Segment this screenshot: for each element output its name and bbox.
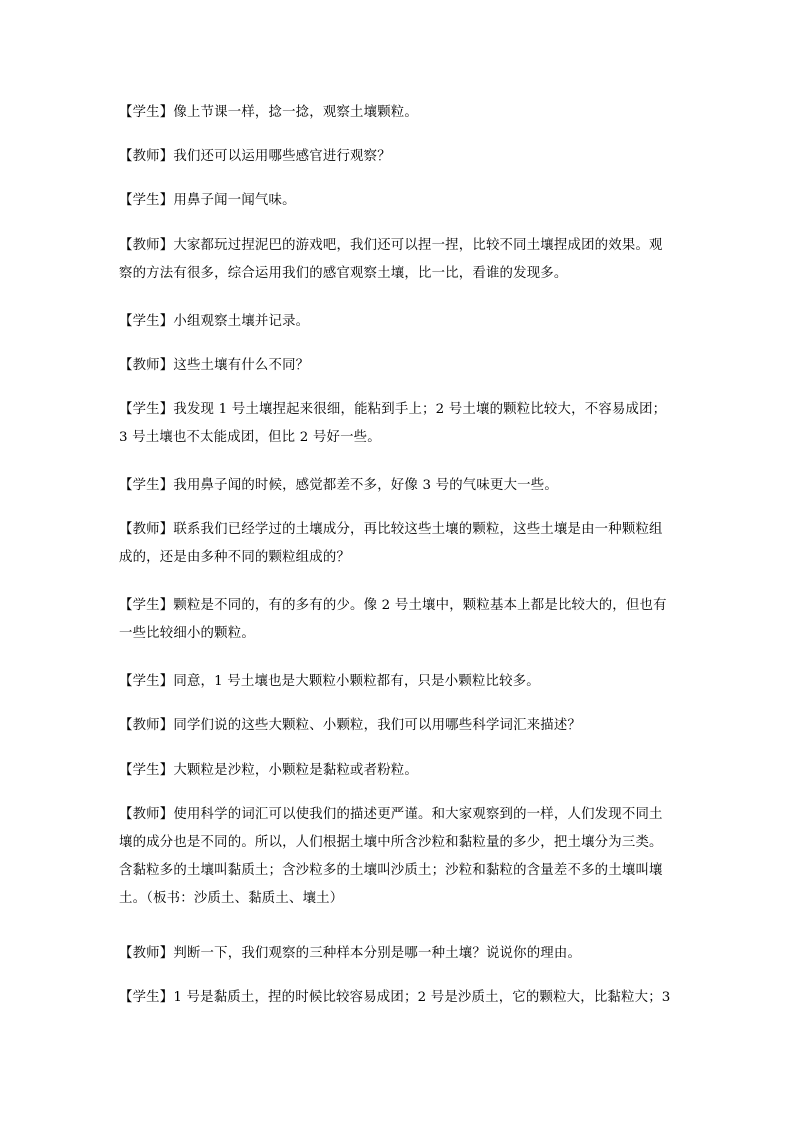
text-line: 察的方法有很多，综合运用我们的感官观察土壤，比一比，看谁的发现多。 [119, 266, 568, 281]
paragraph-14 [119, 801, 663, 913]
text-line: 【学生】小组观察土壤并记录。 [119, 314, 310, 329]
paragraph-6 [119, 352, 659, 380]
text-line: 【学生】用鼻子闻一闻气味。 [119, 193, 296, 208]
paragraph-16 [119, 984, 671, 1012]
text-line: 【教师】判断一下，我们观察的三种样本分别是哪一种土壤？说说你的理由。 [119, 946, 582, 961]
text-line: 【教师】我们还可以运用哪些感官进行观察？ [119, 149, 391, 164]
text-line: 壤的成分也是不同的。所以，人们根据土壤中所含沙粒和黏粒量的多少，把土壤分为三类。 [119, 835, 663, 850]
text-line: 【学生】1 号是黏质土，捏的时候比较容易成团；2 号是沙质土，它的颗粒大，比黏粒大；3 [119, 990, 671, 1005]
paragraph-2 [119, 143, 659, 171]
text-line: 土。（板书：沙质土、黏质土、壤土） [119, 891, 344, 906]
paragraph-8 [119, 472, 659, 500]
paragraph-13 [119, 757, 659, 785]
paragraph-15 [119, 940, 659, 968]
text-line: 【学生】我发现 1 号土壤捏起来很细，能粘到手上；2 号土壤的颗粒比较大，不容易成团； [119, 402, 667, 417]
text-line: 3 号土壤也不太能成团，但比 2 号好一些。 [119, 430, 381, 445]
text-line: 【学生】大颗粒是沙粒，小颗粒是黏粒或者粉粒。 [119, 763, 418, 778]
paragraph-11 [119, 668, 659, 696]
text-line: 【学生】像上节课一样，捻一捻，观察土壤颗粒。 [119, 105, 418, 120]
text-line: 【教师】使用科学的词汇可以使我们的描述更严谨。和大家观察到的一样，人们发现不同土 [119, 807, 663, 822]
paragraph-9 [119, 516, 663, 572]
text-line: 【教师】同学们说的这些大颗粒、小颗粒，我们可以用哪些科学词汇来描述？ [119, 718, 582, 733]
paragraph-5 [119, 308, 659, 336]
text-line: 【教师】大家都玩过捏泥巴的游戏吧，我们还可以捏一捏，比较不同土壤捏成团的效果。观 [119, 238, 663, 253]
paragraph-12 [119, 712, 659, 740]
text-line: 【教师】这些土壤有什么不同？ [119, 358, 310, 373]
paragraph-10 [119, 592, 667, 648]
paragraph-7 [119, 396, 667, 452]
paragraph-3 [119, 187, 659, 215]
paragraph-4 [119, 232, 663, 288]
paragraph-1 [119, 99, 659, 127]
text-line: 【学生】同意，1 号土壤也是大颗粒小颗粒都有，只是小颗粒比较多。 [119, 674, 540, 689]
text-line: 成的，还是由多种不同的颗粒组成的？ [119, 550, 351, 565]
text-line: 【教师】联系我们已经学过的土壤成分，再比较这些土壤的颗粒，这些土壤是由一种颗粒组 [119, 522, 663, 537]
text-line: 【学生】颗粒是不同的，有的多有的少。像 2 号土壤中，颗粒基本上都是比较大的，但也有 [119, 598, 667, 613]
text-line: 【学生】我用鼻子闻的时候，感觉都差不多，好像 3 号的气味更大一些。 [119, 478, 558, 493]
text-line: 一些比较细小的颗粒。 [119, 626, 255, 641]
text-line: 含黏粒多的土壤叫黏质土；含沙粒多的土壤叫沙质土；沙粒和黏粒的含量差不多的土壤叫壤 [119, 863, 663, 878]
